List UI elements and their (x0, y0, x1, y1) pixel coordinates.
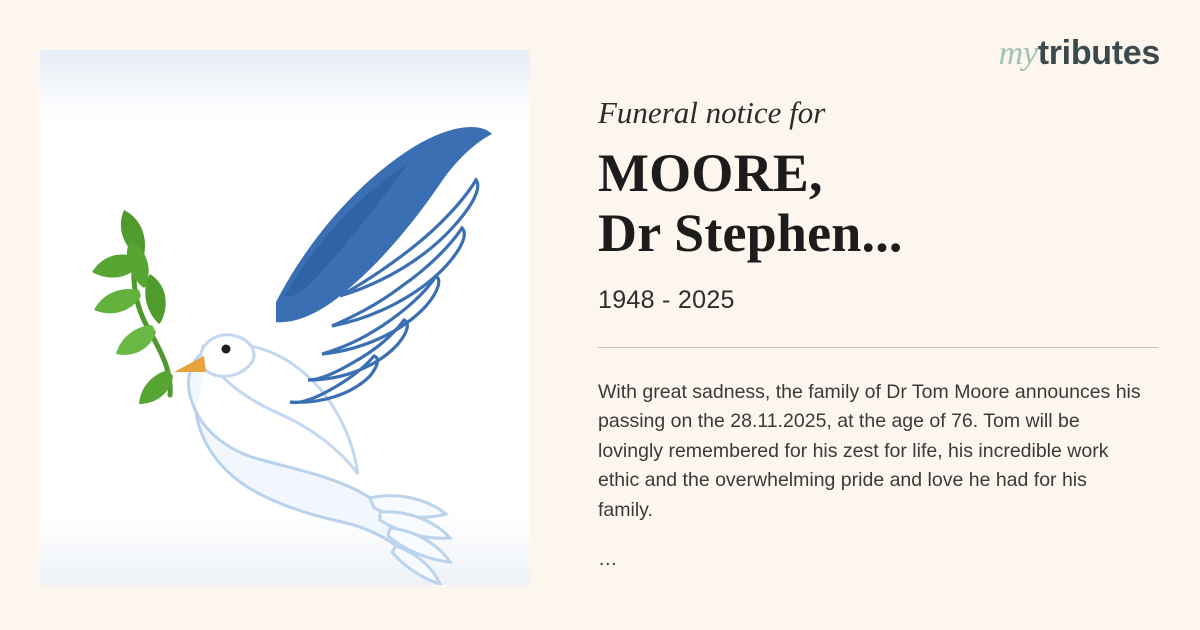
deceased-surname: MOORE, (598, 142, 823, 203)
divider (598, 347, 1158, 348)
notice-continuation: … (598, 547, 618, 570)
notice-eyebrow: Funeral notice for (598, 95, 826, 130)
olive-branch-icon (92, 210, 173, 404)
notice-body: With great sadness, the family of Dr Tom Moore announces his passing on the 28.11.2025, at the age of 76. Tom will be lovingly remembered for his zest for life, his incredible work ethic and the overwhelming pride and love he had for his family. (598, 380, 1141, 522)
life-dates: 1948 - 2025 (598, 285, 735, 314)
logo-prefix: my (998, 35, 1038, 72)
logo-suffix: tributes (1037, 34, 1160, 72)
deceased-given-name: Dr Stephen... (598, 203, 903, 264)
dove-with-olive-branch-illustration (40, 50, 530, 585)
notice-content (598, 40, 1160, 571)
notice-image-card (40, 50, 530, 585)
page-title (598, 143, 1160, 264)
